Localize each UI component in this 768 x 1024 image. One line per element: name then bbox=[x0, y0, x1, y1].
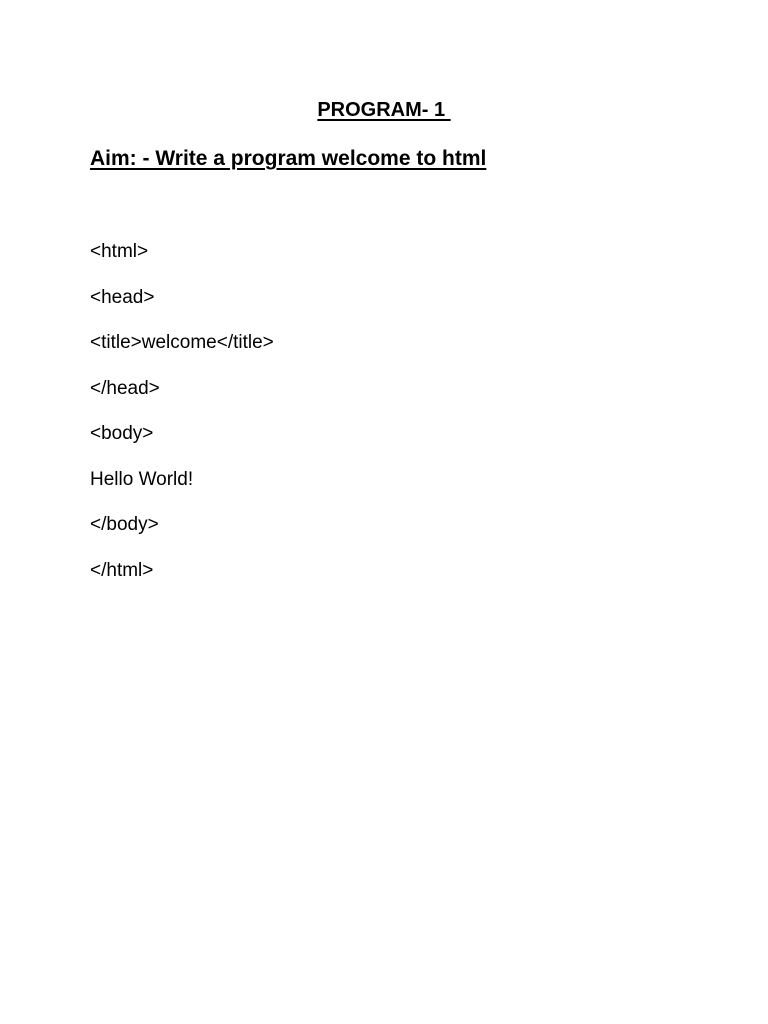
code-line: Hello World! bbox=[90, 468, 194, 490]
program-heading-text: PROGRAM- 1 bbox=[317, 99, 451, 121]
program-heading bbox=[0, 96, 768, 124]
code-listing bbox=[90, 238, 274, 602]
code-line: <title>welcome</title> bbox=[90, 332, 274, 353]
code-line: </html> bbox=[90, 559, 154, 581]
code-line: <body> bbox=[90, 423, 154, 444]
code-line: <html> bbox=[90, 241, 149, 262]
code-line: </head> bbox=[90, 377, 160, 399]
code-line: </body> bbox=[90, 514, 159, 535]
code-line: <head> bbox=[90, 286, 155, 308]
aim-statement: Aim: - Write a program welcome to html bbox=[90, 147, 487, 170]
